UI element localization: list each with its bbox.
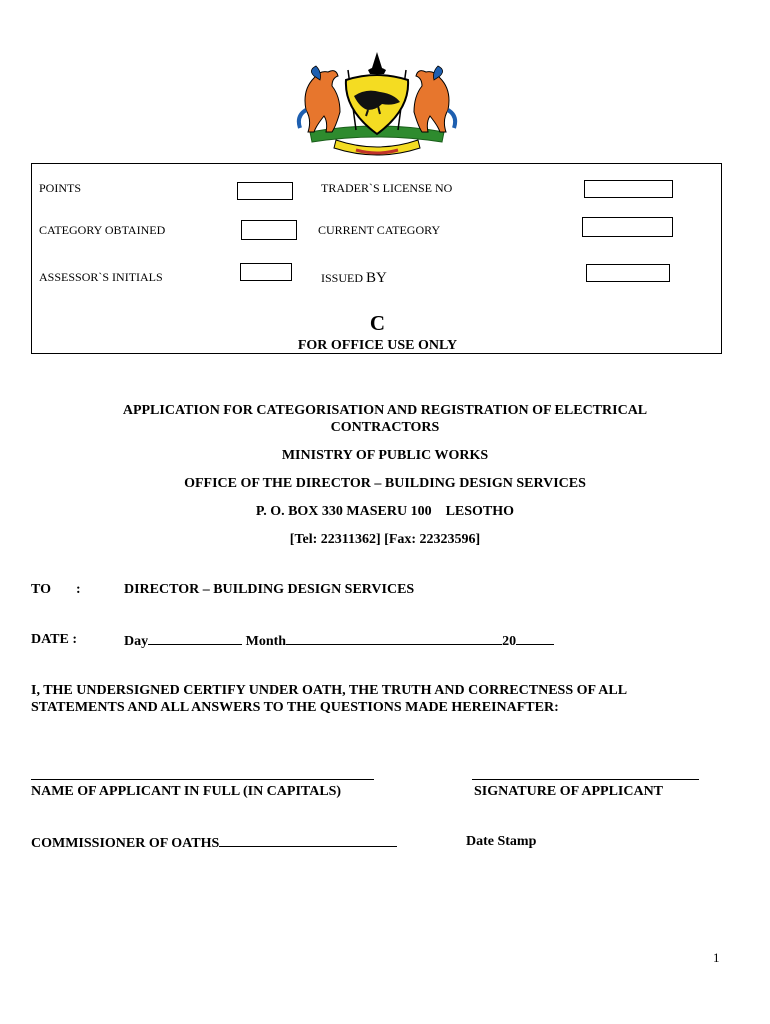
date-line [124,632,554,650]
year-label: 20 [502,634,517,649]
issued-by-field[interactable] [586,264,670,282]
commissioner-line [31,834,397,852]
applicant-signature-line[interactable] [472,779,699,780]
applicant-name-line[interactable] [31,779,374,780]
month-blank[interactable] [286,632,502,645]
day-label: Day [124,634,149,649]
application-title-line2: CONTRACTORS [330,420,440,435]
issued-by-label: ISSUED BY [321,270,387,286]
year-blank[interactable] [516,632,554,645]
office-use-box [31,163,722,354]
contact-numbers: [Tel: 22311362] [Fax: 22323596] [289,532,481,547]
applicant-signature-label: SIGNATURE OF APPLICANT [474,784,664,799]
commissioner-label: COMMISSIONER OF OATHS [31,836,220,851]
points-label: POINTS [39,181,82,195]
month-label: Month [245,634,287,649]
traders-license-field[interactable] [584,180,673,198]
office-use-caption: FOR OFFICE USE ONLY [297,338,458,353]
ministry-name: MINISTRY OF PUBLIC WORKS [281,448,489,463]
commissioner-blank[interactable] [219,834,397,847]
oath-line1: I, THE UNDERSIGNED CERTIFY UNDER OATH, THE TRUTH AND CORRECTNESS OF ALL [31,683,628,698]
category-obtained-field[interactable] [241,220,297,240]
assessors-initials-label: ASSESSOR`S INITIALS [39,270,163,284]
date-stamp-label: Date Stamp [466,834,537,849]
to-label: TO [31,582,51,597]
page-number: 1 [713,950,720,965]
points-field[interactable] [237,182,293,200]
day-blank[interactable] [148,632,242,645]
coat-of-arms-emblem [296,50,458,160]
assessors-initials-field[interactable] [240,263,292,281]
traders-license-label: TRADER`S LICENSE NO [321,181,453,195]
office-category-letter: C [369,311,386,335]
current-category-label: CURRENT CATEGORY [318,223,441,237]
postal-address: P. O. BOX 330 MASERU 100 LESOTHO [255,504,515,519]
to-recipient: DIRECTOR – BUILDING DESIGN SERVICES [124,582,415,597]
to-colon: : [76,582,81,597]
applicant-name-label: NAME OF APPLICANT IN FULL (IN CAPITALS) [31,784,342,799]
current-category-field[interactable] [582,217,673,237]
office-name: OFFICE OF THE DIRECTOR – BUILDING DESIGN SERVICES [184,476,586,491]
oath-line2: STATEMENTS AND ALL ANSWERS TO THE QUESTIONS MADE HEREINAFTER: [31,700,559,715]
category-obtained-label: CATEGORY OBTAINED [39,223,166,237]
date-label: DATE : [31,632,78,647]
application-title-line1: APPLICATION FOR CATEGORISATION AND REGISTRATION OF ELECTRICAL [122,403,648,418]
